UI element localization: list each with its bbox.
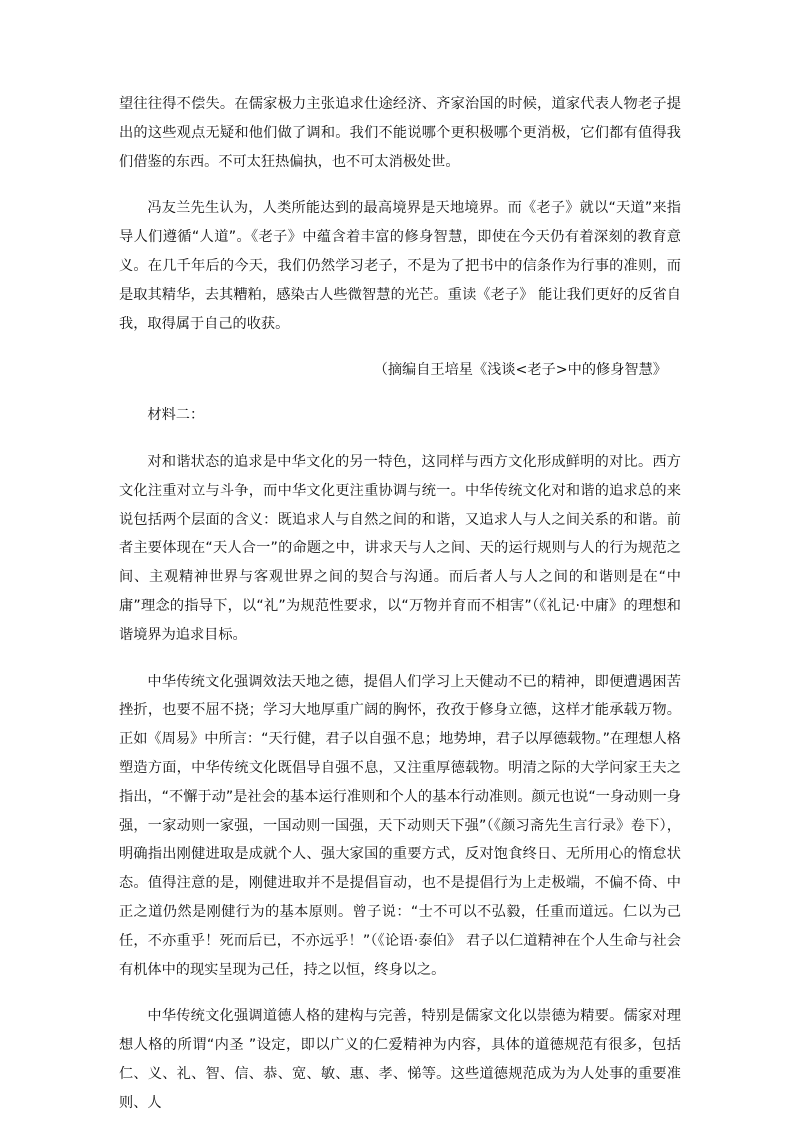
section-label: 材料二：	[147, 407, 205, 424]
paragraph-2: 冯友兰先生认为，人类所能达到的最高境界是天地境界。而《老子》就以“天道”来指导人们遵循“人道”。《老子》中蕴含着丰富的修身智慧，即使在今天仍有着深刻的教育意义。在几千年后的今天，我们仍然学习老子，不是为了把书中的信条作为行事的准则，而是取其精华，去其糟粕，感染古人些微智慧的光芒。重读《老子》 能让我们更好的反省自我，取得属于自己的收获。	[119, 200, 681, 332]
document-body	[119, 90, 681, 1118]
source-citation: （摘编自王培星《浅谈<老子>中的修身智慧》	[373, 362, 667, 379]
paragraph-1: 望往往得不偿失。在儒家极力主张追求仕途经济、齐家治国的时候，道家代表人物老子提出的这些观点无疑和他们做了调和。我们不能说哪个更积极哪个更消极，它们都有值得我们借鉴的东西。不可太狂热偏执，也不可太消极处世。	[119, 96, 681, 170]
paragraph-3: 对和谐状态的追求是中华文化的另一特色，这同样与西方文化形成鲜明的对比。西方文化注重对立与斗争，而中华文化更注重协调与统一。中华传统文化对和谐的追求总的来说包括两个层面的含义：既追求人与自然之间的和谐，又追求人与人之间关系的和谐。前者主要体现在“天人合一”的命题之中，讲求天与人之间、天的运行规则与人的行为规范之间、主观精神世界与客观世界之间的契合与沟通。而后者人与人之间的和谐则是在“中庸”理念的指导下，以“礼”为规范性要求，以“万物并育而不相害”（《礼记·中庸》的理想和谐境界为追求目标。	[119, 453, 681, 643]
paragraph-4: 中华传统文化强调效法天地之德，提倡人们学习上天健动不已的精神，即便遭遇困苦挫折，也要不屈不挠；学习大地厚重广阔的胸怀，孜孜于修身立德，这样才能承载万物。正如《周易》中所言：“天行健，君子以自强不息；地势坤，君子以厚德载物。”在理想人格塑造方面，中华传统文化既倡导自强不息，又注重厚德载物。明清之际的大学问家王夫之指出，“不懈于动”是社会的基本运行准则和个人的基本行动准则。颜元也说“一身动则一身强，一家动则一家强，一国动则一国强，天下动则天下强”（《颜习斋先生言行录》卷下），明确指出刚健进取是成就个人、强大家国的重要方式，反对饱食终日、无所用心的惰怠状态。值得注意的是，刚健进取并不是提倡盲动，也不是提倡行为上走极端，不偏不倚、中正之道仍然是刚健行为的基本原则。曾子说：“士不可以不弘毅，任重而道远。仁以为己任，不亦重乎！死而后已，不亦远乎！”（《论语·泰伯》 君子以仁道精神在个人生命与社会有机体中的现实呈现为己任，持之以恒，终身以之。	[119, 673, 681, 978]
paragraph-5: 中华传统文化强调道德人格的建构与完善，特别是儒家文化以崇德为精要。儒家对理想人格的所谓“内圣 ”设定，即以广义的仁爱精神为内容，具体的道德规范有很多，包括仁、义、礼、智、信、恭、宽、敏、惠、孝、悌等。这些道德规范成为为人处事的重要准则、人	[119, 1008, 681, 1111]
